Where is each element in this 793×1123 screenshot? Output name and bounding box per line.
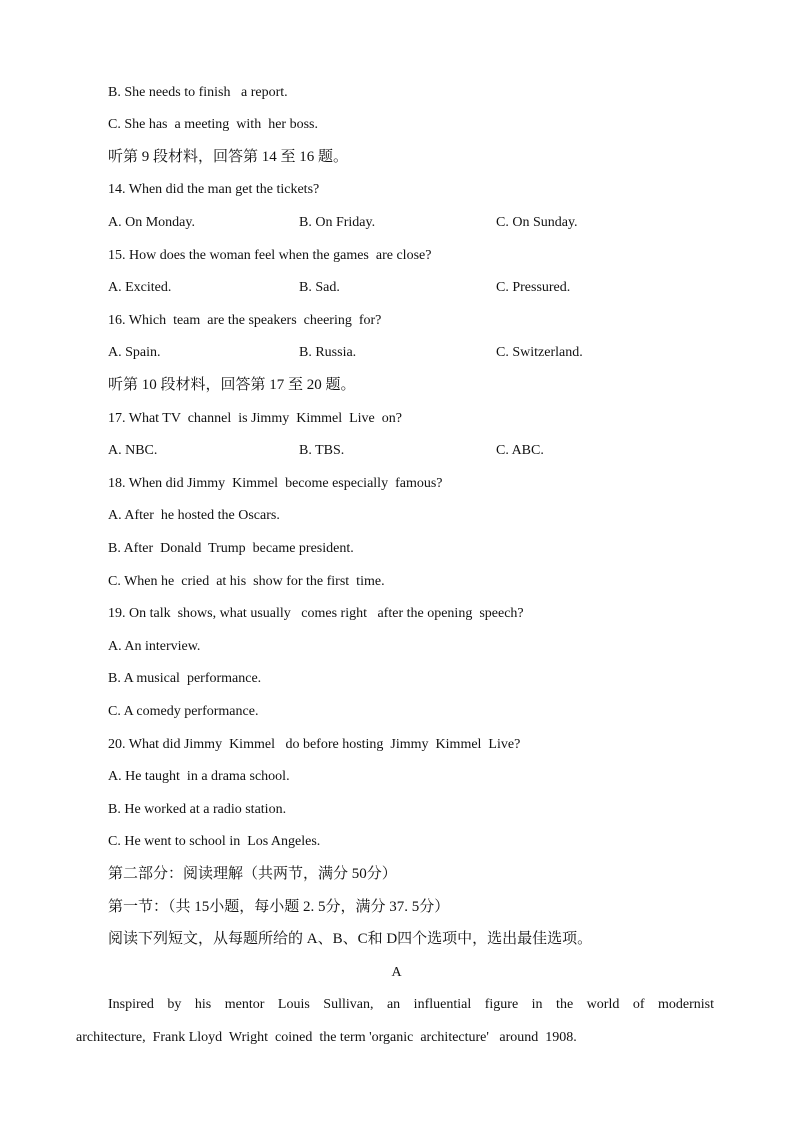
- passage-paragraph-line-2: architecture, Frank Lloyd Wright coined the term 'organic architecture' around 1908.: [76, 1030, 577, 1045]
- option-a: A. On Monday.: [108, 215, 195, 230]
- option-a: A. Excited.: [108, 280, 172, 295]
- option-c: C. Switzerland.: [496, 345, 583, 360]
- question-20-option-a: A. He taught in a drama school.: [108, 769, 290, 784]
- option-b: B. On Friday.: [299, 215, 376, 230]
- question-20-option-c: C. He went to school in Los Angeles.: [108, 834, 321, 849]
- option-a: A. Spain.: [108, 345, 161, 360]
- section-1-heading: 第一节：（共 15小题，每小题 2. 5分，满分 37. 5分）: [108, 899, 450, 915]
- question-19-option-b: B. A musical performance.: [108, 671, 262, 686]
- part-2-heading: 第二部分：阅读理解（共两节，满分 50分）: [108, 866, 397, 882]
- question-20: 20. What did Jimmy Kimmel do before hosting Jimmy Kimmel Live?: [108, 737, 521, 752]
- section-9-heading: 听第 9 段材料，回答第 14 至 16 题。: [108, 149, 349, 165]
- question-15: 15. How does the woman feel when the games are close?: [108, 248, 432, 263]
- question-17: 17. What TV channel is Jimmy Kimmel Live on?: [108, 411, 402, 426]
- question-16: 16. Which team are the speakers cheering for?: [108, 313, 382, 328]
- option-a: A. NBC.: [108, 443, 158, 458]
- section-10-heading: 听第 10 段材料，回答第 17 至 20 题。: [108, 377, 356, 393]
- option-c: C. ABC.: [496, 443, 544, 458]
- question-17-options: [108, 442, 728, 460]
- question-20-option-b: B. He worked at a radio station.: [108, 802, 287, 817]
- reading-instructions: 阅读下列短文，从每题所给的 A、B、C和 D四个选项中，选出最佳选项。: [108, 931, 593, 947]
- passage-title: A: [391, 965, 402, 980]
- question-14-options: [108, 214, 728, 232]
- option-c: C. Pressured.: [496, 280, 571, 295]
- option-c: C. On Sunday.: [496, 215, 578, 230]
- question-19-option-c: C. A comedy performance.: [108, 704, 259, 719]
- question-18-option-b: B. After Donald Trump became president.: [108, 541, 354, 556]
- question-18: 18. When did Jimmy Kimmel become especially famous?: [108, 476, 443, 491]
- option-b: B. TBS.: [299, 443, 345, 458]
- passage-paragraph-line-1: Inspired by his mentor Louis Sullivan, an influential figure in the world of modernist: [108, 997, 714, 1012]
- question-19-option-a: A. An interview.: [108, 639, 201, 654]
- option-b: B. Sad.: [299, 280, 340, 295]
- question-18-option-c: C. When he cried at his show for the first time.: [108, 574, 385, 589]
- question-15-options: [108, 279, 728, 297]
- q13-option-b: B. She needs to finish a report.: [108, 85, 288, 100]
- question-14: 14. When did the man get the tickets?: [108, 182, 320, 197]
- question-19: 19. On talk shows, what usually comes right after the opening speech?: [108, 606, 524, 621]
- question-16-options: [108, 344, 728, 362]
- q13-option-c: C. She has a meeting with her boss.: [108, 117, 318, 132]
- option-b: B. Russia.: [299, 345, 357, 360]
- question-18-option-a: A. After he hosted the Oscars.: [108, 508, 280, 523]
